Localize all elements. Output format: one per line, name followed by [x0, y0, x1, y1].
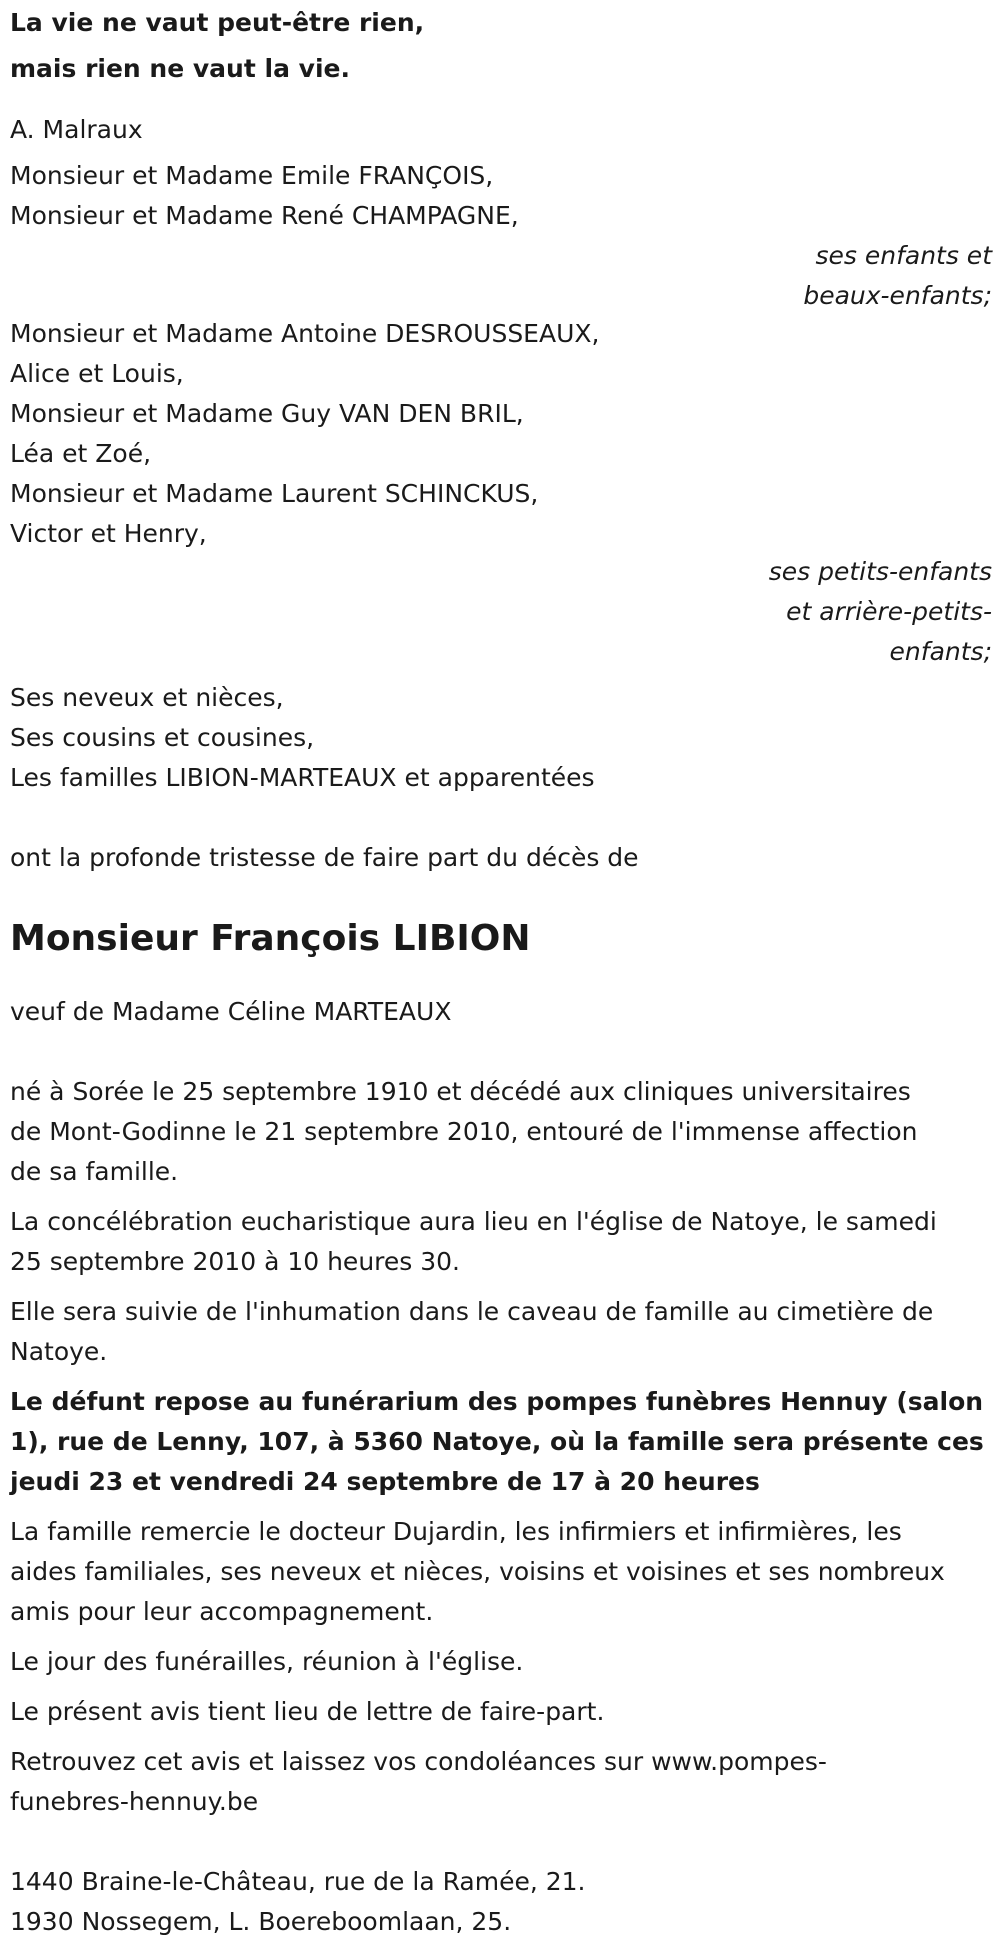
paragraph-line: Le jour des funérailles, réunion à l'église. [10, 1647, 524, 1676]
paragraph-line: Natoye. [10, 1337, 108, 1366]
paragraph-line: 1), rue de Lenny, 107, à 5360 Natoye, où la famille sera présente ces [10, 1427, 984, 1456]
spacer [10, 1832, 992, 1856]
grandchild-name: Monsieur et Madame Antoine DESROUSSEAUX, [10, 319, 600, 348]
paragraph-line: de Mont-Godinne le 21 septembre 2010, entouré de l'immense affection [10, 1117, 918, 1146]
deceased-name: Monsieur François LIBION [10, 918, 531, 959]
paragraph-line: Le défunt repose au funérarium des pompes funèbres Hennuy (salon [10, 1387, 984, 1416]
family-member: Ses cousins et cousines, [10, 723, 315, 752]
spacer [10, 798, 992, 838]
paragraph-line: La famille remercie le docteur Dujardin, les infirmiers et infirmières, les [10, 1517, 902, 1546]
addresses-block [10, 1862, 992, 1942]
relation-line: beaux-enfants; [803, 281, 992, 310]
children-block [10, 156, 992, 316]
child-name: Monsieur et Madame Emile FRANÇOIS, [10, 161, 494, 190]
paragraph-birth-death [10, 1072, 992, 1192]
paragraph-line: 25 septembre 2010 à 10 heures 30. [10, 1247, 460, 1276]
grandchildren-block [10, 314, 992, 672]
paragraph-notice [10, 1692, 992, 1732]
grandchild-name: Léa et Zoé, [10, 439, 152, 468]
paragraph-mass [10, 1202, 992, 1282]
address-line: 1440 Braine-le-Château, rue de la Ramée, 21. [10, 1867, 586, 1896]
paragraph-thanks [10, 1512, 992, 1632]
spacer [10, 1032, 992, 1072]
grandchild-name: Victor et Henry, [10, 519, 207, 548]
quote-author: A. Malraux [10, 115, 143, 144]
paragraph-line: Le présent avis tient lieu de lettre de faire-part. [10, 1697, 605, 1726]
family-member: Ses neveux et nièces, [10, 683, 284, 712]
grandchildren-relation [10, 552, 992, 672]
paragraph-condolences [10, 1742, 992, 1822]
quote-line-2: mais rien ne vaut la vie. [10, 54, 350, 83]
widower-text: veuf de Madame Céline MARTEAUX [10, 997, 452, 1026]
child-name: Monsieur et Madame René CHAMPAGNE, [10, 201, 519, 230]
paragraph-line: Elle sera suivie de l'inhumation dans le caveau de famille au cimetière de [10, 1297, 934, 1326]
relation-line: et arrière-petits- [786, 597, 992, 626]
children-relation [10, 236, 992, 316]
paragraph-line: Retrouvez cet avis et laissez vos condoléances sur www.pompes- [10, 1747, 827, 1776]
obituary-notice [10, 0, 992, 1942]
grandchild-name: Monsieur et Madame Guy VAN DEN BRIL, [10, 399, 524, 428]
relation-line: ses petits-enfants [768, 557, 992, 586]
relation-line: enfants; [889, 637, 992, 666]
address-line: 1930 Nossegem, L. Boereboomlaan, 25. [10, 1907, 512, 1936]
paragraph-line: jeudi 23 et vendredi 24 septembre de 17 à 20 heures [10, 1467, 760, 1496]
family-member: Les familles LIBION-MARTEAUX et apparentées [10, 763, 595, 792]
epigraph-quote [10, 0, 992, 92]
paragraph-funeral-home [10, 1382, 992, 1502]
paragraph-line: de sa famille. [10, 1157, 179, 1186]
paragraph-meeting [10, 1642, 992, 1682]
relation-line: ses enfants et [815, 241, 992, 270]
quote-line-1: La vie ne vaut peut-être rien, [10, 8, 425, 37]
paragraph-line: né à Sorée le 25 septembre 1910 et décédé aux cliniques universitaires [10, 1077, 911, 1106]
other-family-block [10, 678, 992, 798]
announcement-text: ont la profonde tristesse de faire part du décès de [10, 843, 639, 872]
grandchild-name: Monsieur et Madame Laurent SCHINCKUS, [10, 479, 539, 508]
paragraph-line: amis pour leur accompagnement. [10, 1597, 434, 1626]
paragraph-burial [10, 1292, 992, 1372]
grandchild-name: Alice et Louis, [10, 359, 184, 388]
paragraph-line: funebres-hennuy.be [10, 1787, 259, 1816]
paragraph-line: La concélébration eucharistique aura lieu en l'église de Natoye, le samedi [10, 1207, 937, 1236]
paragraph-line: aides familiales, ses neveux et nièces, voisins et voisines et ses nombreux [10, 1557, 945, 1586]
